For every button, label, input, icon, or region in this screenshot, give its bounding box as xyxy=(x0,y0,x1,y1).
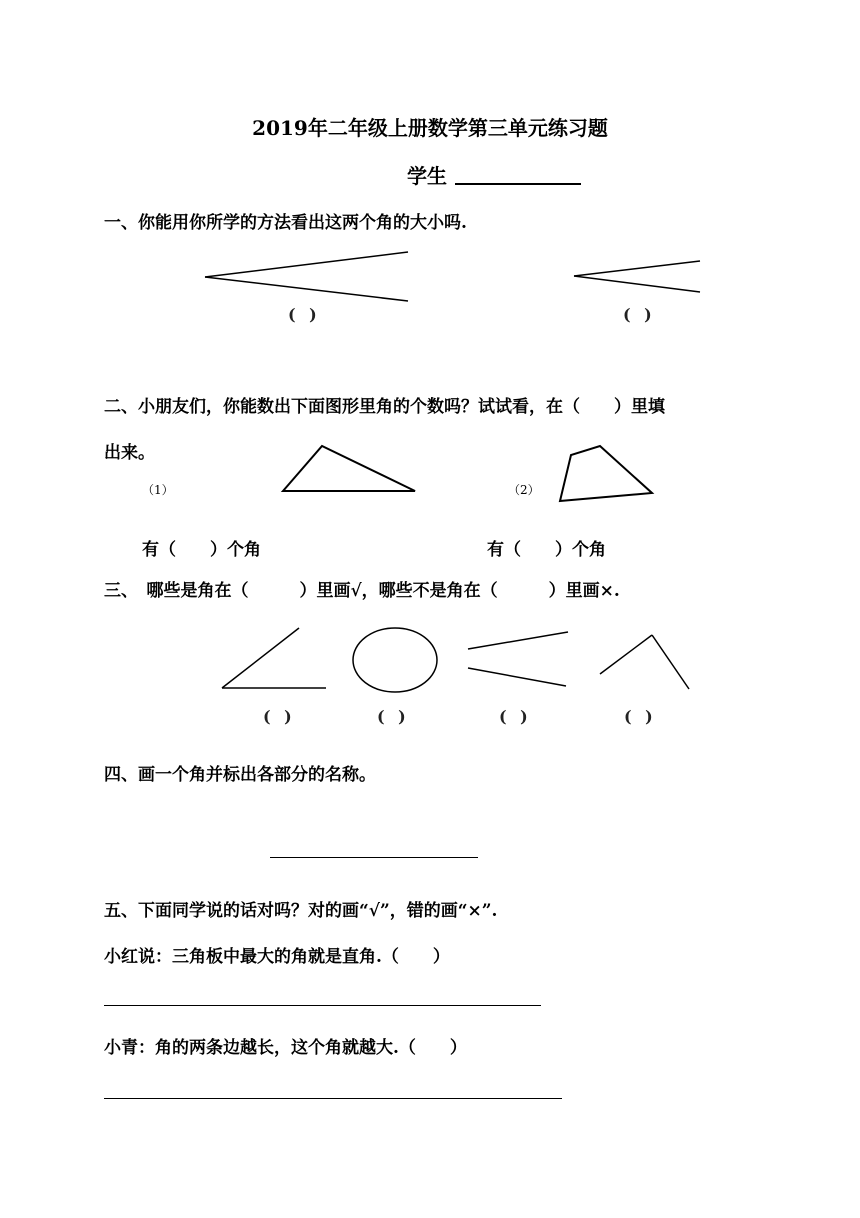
figure-angle-acute xyxy=(222,628,326,688)
question-2-text-line2: 出来。 xyxy=(104,443,155,463)
question-3-text: 三、 哪些是角在（ ）里画√，哪些不是角在（ ）里画×. xyxy=(104,581,620,601)
question-3-answer-4[interactable]: ( ) xyxy=(624,707,657,726)
question-5-item-1[interactable]: 小红说：三角板中最大的角就是直角.（ ） xyxy=(104,947,450,967)
question-2-answer-2[interactable]: 有（ ）个角 xyxy=(487,540,606,560)
question-4-text: 四、画一个角并标出各部分的名称。 xyxy=(104,765,376,785)
figure-2-label: （2） xyxy=(508,483,540,497)
question-5-text: 五、下面同学说的话对吗？对的画“√”，错的画“×”. xyxy=(104,901,498,921)
angle-b-answer[interactable]: ( ) xyxy=(623,305,656,324)
question-2-text-line1: 二、小朋友们，你能数出下面图形里角的个数吗？试试看，在（ ）里填 xyxy=(104,397,665,417)
question-5-item-2-line[interactable] xyxy=(104,1098,562,1099)
question-3-answer-1[interactable]: ( ) xyxy=(263,707,296,726)
angle-a-answer[interactable]: ( ) xyxy=(288,305,321,324)
page-title: 2019年二年级上册数学第三单元练习题 xyxy=(252,116,608,140)
figure-circle xyxy=(353,628,437,692)
student-label: 学生 xyxy=(407,164,447,188)
question-1-text: 一、你能用你所学的方法看出这两个角的大小吗. xyxy=(104,213,467,233)
question-5-item-1-line[interactable] xyxy=(104,1005,541,1006)
figure-1-label: （1） xyxy=(142,483,174,497)
question-5-item-2[interactable]: 小青：角的两条边越长，这个角就越大.（ ） xyxy=(104,1038,467,1058)
question-4-drawing-line[interactable] xyxy=(270,857,478,858)
question-3-answer-2[interactable]: ( ) xyxy=(377,707,410,726)
question-2-answer-1[interactable]: 有（ ）个角 xyxy=(142,540,261,560)
figure-angle-obtuse xyxy=(600,635,689,689)
figure-open-lines xyxy=(468,632,568,686)
question-3-answer-3[interactable]: ( ) xyxy=(499,707,532,726)
